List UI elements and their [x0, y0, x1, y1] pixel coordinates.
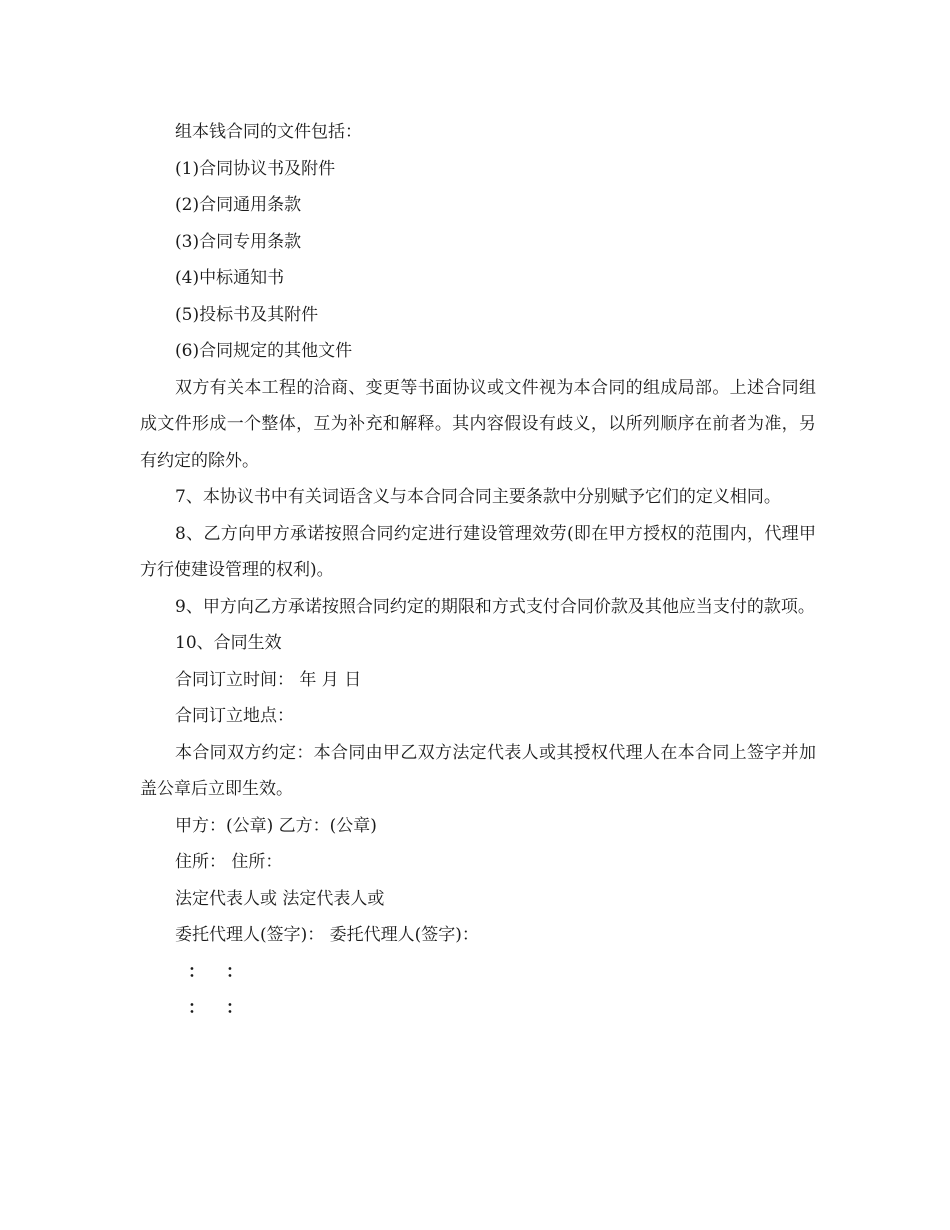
paragraph-clause-7: 7、本协议书中有关词语含义与本合同合同主要条款中分别赋予它们的定义相同。: [175, 487, 781, 507]
paragraph-contract-files-intro: 组本钱合同的文件包括：: [175, 122, 362, 142]
colon-mark: ：: [188, 998, 205, 1018]
paragraph-legal-representatives: 法定代表人或 法定代表人或: [175, 888, 385, 909]
paragraph-clause-9: 9、甲方向乙方承诺按照合同约定的期限和方式支付合同价款及其他应当支付的款项。: [175, 596, 815, 617]
signature-colon-row: [140, 954, 816, 991]
colon-mark: ：: [226, 961, 243, 982]
paragraph-party-seals: 甲方：(公章) 乙方：(公章): [175, 815, 377, 836]
paragraph-clause-10-heading: 10、合同生效: [175, 633, 282, 653]
paragraph-item-5: (5)投标书及其附件: [175, 304, 319, 325]
document-body: [140, 114, 816, 1027]
paragraph-signing-place: 合同订立地点：: [175, 706, 294, 726]
signature-colon-row: [140, 990, 816, 1027]
paragraph-clause-8: 8、乙方向甲方承诺按照合同约定进行建设管理效劳(即在甲方授权的范围内，代理甲方行使建设管理的权利)。: [140, 523, 816, 580]
paragraph-item-2: (2)合同通用条款: [175, 195, 302, 215]
paragraph-effectiveness: 本合同双方约定：本合同由甲乙双方法定代表人或其授权代理人在本合同上签字并加盖公章后立即生效。: [140, 742, 816, 799]
paragraph-item-6: (6)合同规定的其他文件: [175, 341, 353, 361]
paragraph-item-4: (4)中标通知书: [175, 268, 285, 288]
paragraph-signing-date: 合同订立时间： 年 月 日: [175, 669, 362, 690]
colon-mark: ：: [226, 998, 243, 1018]
paragraph-authorized-agents: 委托代理人(签字)： 委托代理人(签字)：: [175, 925, 479, 945]
paragraph-addresses: 住所： 住所：: [175, 852, 283, 872]
colon-mark: ：: [188, 961, 205, 982]
paragraph-item-3: (3)合同专用条款: [175, 231, 302, 252]
paragraph-document-precedence: 双方有关本工程的洽商、变更等书面协议或文件视为本合同的组成局部。上述合同组成文件形成一个整体，互为补充和解释。其内容假设有歧义，以所列顺序在前者为准，另有约定的除外。: [140, 377, 816, 471]
paragraph-item-1: (1)合同协议书及附件: [175, 158, 336, 179]
